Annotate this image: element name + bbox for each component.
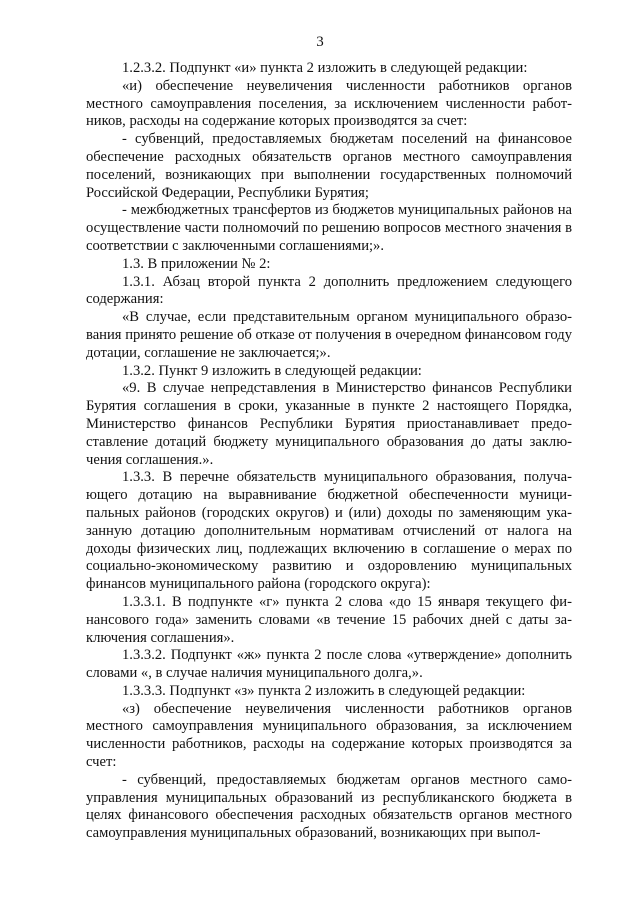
paragraph: 1.3.3.3. Подпункт «з» пункта 2 изложить в следующей редакции: bbox=[122, 682, 526, 699]
paragraph: 1.2.3.2. Подпункт «и» пункта 2 изложить в следующей редакции: bbox=[122, 60, 528, 76]
paragraph: 1.3. В приложении № 2: bbox=[122, 255, 271, 272]
paragraph: «9. В случае непредставления в Министерство финансов Республики Бурятия соглашения в сроки, указанные в пункте 2 настоящего Порядка, Министерство финансов Республики Бурятия приостанавливает предоставление дотаций бюджету муниципального образования до даты заключения соглашения.». bbox=[86, 380, 572, 468]
document-body bbox=[86, 60, 572, 843]
paragraph: «и) обеспечение неувеличения численности работников органов местного самоуправления поселения, за исключением численности работников, расходы на содержание которых производятся за счет: bbox=[86, 77, 572, 130]
paragraph: - субвенций, предоставляемых бюджетам поселений на финансовое обеспечение расходных обязательств органов местного самоуправления поселений, возникающих при выполнении государственных полномочий Российской Федерации, Республики Бурятия; bbox=[86, 131, 572, 201]
paragraph: - субвенций, предоставляемых бюджетам органов местного самоуправления муниципальных образований из республиканского бюджета в целях финансового обеспечения расходных обязательств органов местного самоуправления муниципальных образований, возникающих при выпол- bbox=[86, 771, 572, 842]
paragraph: «В случае, если представительным органом муниципального образования принято решение об отказе от получения в очередном финансовом году дотации, соглашение не заключается;». bbox=[86, 309, 572, 361]
paragraph: - межбюджетных трансфертов из бюджетов муниципальных районов на осуществление части полномочий по решению вопросов местного значения в соответствии с заключенными соглашениями;». bbox=[86, 202, 572, 254]
paragraph: 1.3.2. Пункт 9 изложить в следующей редакции: bbox=[122, 362, 422, 379]
paragraph: 1.3.3.2. Подпункт «ж» пункта 2 после слова «утверждение» дополнить словами «, в случае наличия муниципального долга,». bbox=[86, 647, 572, 682]
paragraph: 1.3.3. В перечне обязательств муниципального образования, получающего дотацию на выравнивание бюджетной обеспеченности муниципальных районов (городских округов) и (или) доходы по заменяющим указанную дотацию дополнительным нормативам отчислений от налога на доходы физических лиц, подлежащих включению в соглашение о мерах по социально-экономическому развитию и оздоровлению муниципальных финансов муниципального района (городского округа): bbox=[86, 469, 572, 593]
page-number: 3 bbox=[316, 34, 324, 50]
paragraph: «з) обеспечение неувеличения численности работников органов местного самоуправления муниципального образования, за исключением численности работников, расходы на содержание которых производятся за счет: bbox=[86, 700, 572, 771]
paragraph: 1.3.1. Абзац второй пункта 2 дополнить предложением следующего содержания: bbox=[86, 273, 572, 308]
paragraph: 1.3.3.1. В подпункте «г» пункта 2 слова «до 15 января текущего финансового года» заменить словами «в течение 15 рабочих дней с даты заключения соглашения». bbox=[86, 593, 572, 646]
